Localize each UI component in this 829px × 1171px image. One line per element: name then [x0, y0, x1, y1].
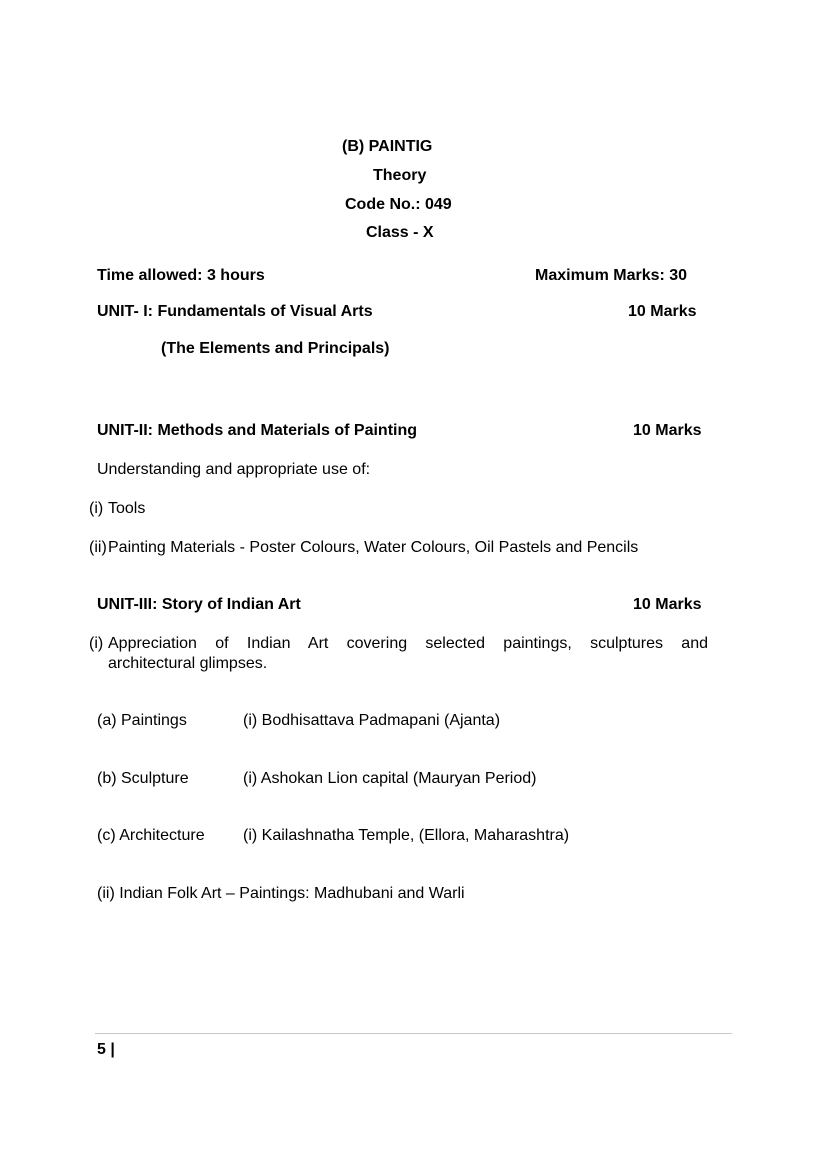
time-allowed: Time allowed: 3 hours [97, 267, 265, 284]
unit2-item-text: Painting Materials - Poster Colours, Water Colours, Oil Pastels and Pencils [108, 539, 639, 556]
art-category-label: (a) Paintings [97, 712, 187, 729]
page-number: 5 | [97, 1041, 115, 1058]
unit1-marks: 10 Marks [628, 303, 697, 320]
unit3-marks: 10 Marks [633, 596, 702, 613]
unit2-title: UNIT-II: Methods and Materials of Painting [97, 422, 418, 439]
unit2-item-num: (i) [89, 500, 104, 517]
code-number: Code No.: 049 [345, 196, 452, 213]
unit2-item-num: (ii) [89, 539, 107, 556]
art-category-label: (b) Sculpture [97, 770, 189, 787]
unit1-title: UNIT- I: Fundamentals of Visual Arts [97, 303, 373, 320]
unit3-item1-line1: Appreciation of Indian Art covering selected paintings, sculptures and [108, 635, 708, 652]
unit3-item2: (ii) Indian Folk Art – Paintings: Madhubani and Warli [97, 885, 465, 902]
footer-rule [95, 1033, 732, 1034]
art-category-value: (i) Kailashnatha Temple, (Ellora, Maharashtra) [243, 827, 570, 844]
unit3-title: UNIT-III: Story of Indian Art [97, 596, 301, 613]
class-label: Class - X [366, 224, 434, 241]
art-category-value: (i) Ashokan Lion capital (Mauryan Period) [243, 770, 537, 787]
subject-heading: (B) PAINTIG [342, 138, 433, 155]
paper-type: Theory [373, 167, 427, 184]
art-category-value: (i) Bodhisattava Padmapani (Ajanta) [243, 712, 501, 729]
unit2-marks: 10 Marks [633, 422, 702, 439]
unit2-intro: Understanding and appropriate use of: [97, 461, 371, 478]
unit3-item1-num: (i) [89, 635, 104, 652]
unit3-item1-line2: architectural glimpses. [108, 655, 268, 672]
unit1-subtitle: (The Elements and Principals) [161, 340, 390, 357]
unit2-item-text: Tools [108, 500, 146, 517]
maximum-marks: Maximum Marks: 30 [535, 267, 688, 284]
art-category-label: (c) Architecture [97, 827, 205, 844]
